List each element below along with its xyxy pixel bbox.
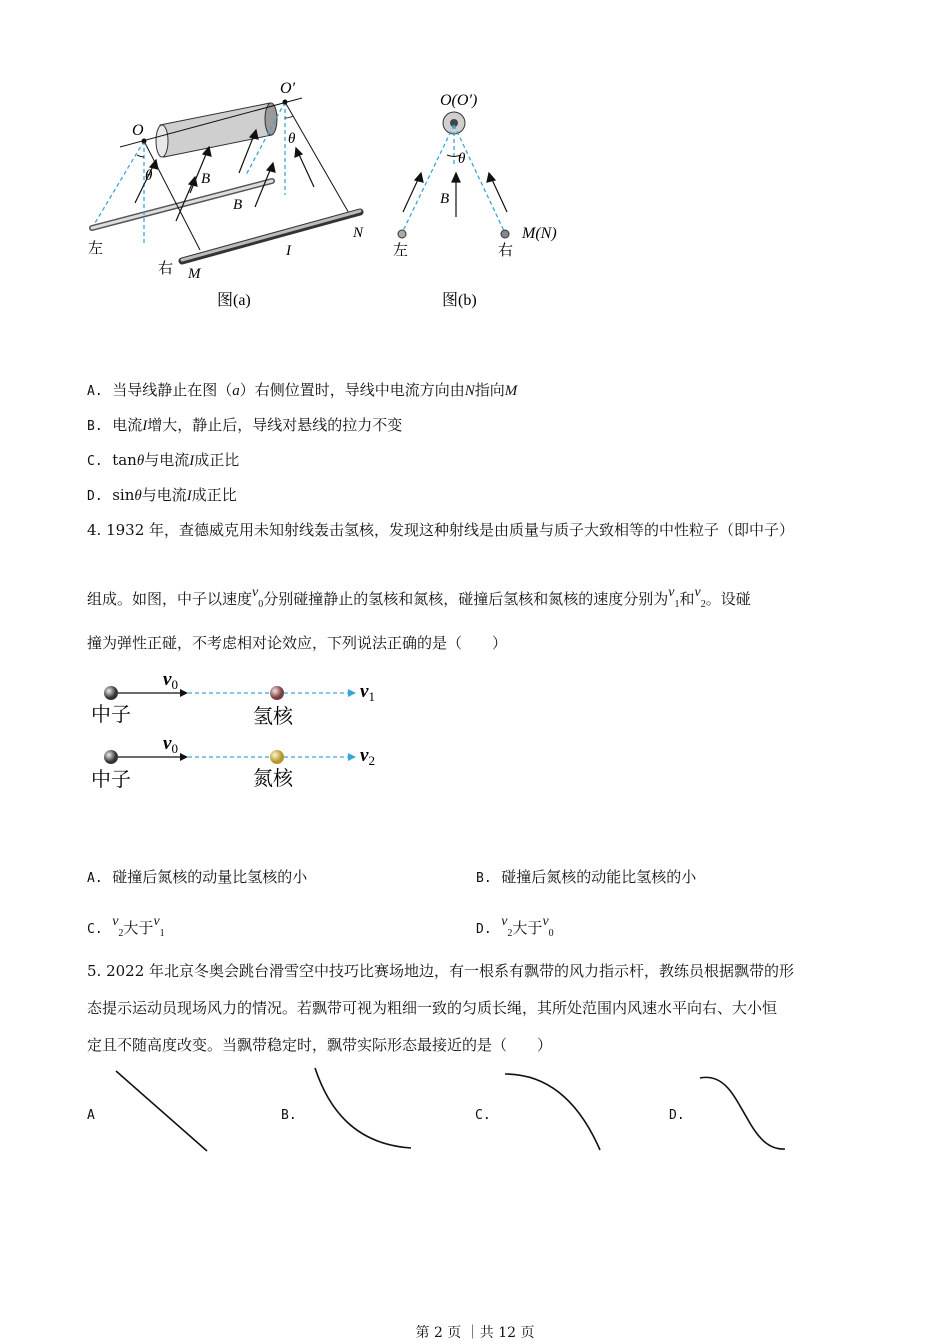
label-Oprime: O′ — [280, 80, 296, 97]
q3-option-a: A. 当导线静止在图（a）右侧位置时，导线中电流方向由N指向M — [87, 381, 518, 399]
label-MN: M(N) — [522, 225, 557, 242]
label-theta-b: θ — [458, 151, 466, 167]
q4-line-2: 组成。如图，中子以速度$v_0$分别碰撞静止的氢核和氮核，碰撞后氢核和氮核的速度分别为$v_1$和$v_2$。设碰 — [87, 585, 751, 610]
label-I: I — [286, 243, 291, 259]
label-left-b: 左 — [393, 241, 409, 259]
q5-option-c-curve — [500, 1064, 610, 1159]
q3-option-d: D. sinθ与电流I成正比 — [87, 486, 237, 504]
label-v0-2: $v_0$ — [163, 733, 178, 756]
q5-option-c-label: C. — [475, 1108, 491, 1123]
label-v0-1: $v_0$ — [163, 669, 178, 692]
label-neutron-2: 中子 — [91, 767, 131, 791]
label-B-b: B — [440, 191, 450, 207]
label-M: M — [188, 266, 201, 282]
q5-option-d-curve — [695, 1068, 795, 1158]
label-theta-right: θ — [288, 131, 296, 147]
q3-option-c: C. tanθ与电流I成正比 — [87, 451, 240, 469]
page-footer: 第 2 页 ｜共 12 页 — [415, 1325, 535, 1341]
label-right-b: 右 — [498, 241, 514, 259]
q4-option-d: D. $v_2$大于$v_0$ — [476, 914, 554, 939]
label-left: 左 — [88, 239, 104, 257]
q4-option-c: C. $v_2$大于$v_1$ — [87, 914, 165, 939]
label-neutron-1: 中子 — [91, 702, 131, 726]
q5-option-a-label: A — [87, 1108, 95, 1123]
label-O: O — [132, 122, 144, 139]
q5-option-d-label: D. — [669, 1108, 685, 1123]
q5-line-2: 态提示运动员现场风力的情况。若飘带可视为粗细一致的匀质长绳，其所处范围内风速水平向右、大小恒 — [87, 999, 778, 1017]
label-right: 右 — [158, 259, 174, 277]
figure-a — [80, 75, 380, 315]
q5-option-b-curve — [308, 1062, 423, 1157]
label-B-1: B — [201, 171, 211, 187]
label-OOprime: O(O′) — [440, 92, 478, 109]
label-N: N — [353, 225, 364, 241]
figure-b — [385, 85, 575, 315]
q5-option-a-curve — [110, 1065, 220, 1160]
label-nitrogen: 氮核 — [253, 766, 293, 790]
label-v2: $v_2$ — [360, 745, 375, 768]
label-hydrogen: 氢核 — [253, 704, 293, 728]
q5-line-3: 定且不随高度改变。当飘带稳定时，飘带实际形态最接近的是（ ） — [87, 1036, 553, 1054]
caption-a: 图(a) — [217, 292, 251, 309]
q4-line-3: 撞为弹性正碰，不考虑相对论效应，下列说法正确的是（ ） — [87, 634, 508, 652]
q4-option-a: A. 碰撞后氮核的动量比氢核的小 — [87, 868, 308, 886]
q3-option-b: B. 电流I增大，静止后，导线对悬线的拉力不变 — [87, 416, 403, 434]
q5-line-1: 5. 2022 年北京冬奥会跳台滑雪空中技巧比赛场地边，有一根系有飘带的风力指示杆，教练员根据飘带的形 — [87, 962, 795, 980]
caption-b: 图(b) — [442, 292, 477, 309]
q4-line-1: 4. 1932 年，查德威克用未知射线轰击氢核，发现这种射线是由质量与质子大致相等的中性粒子（即中子） — [87, 521, 795, 539]
label-v1: $v_1$ — [360, 681, 375, 704]
q4-option-b: B. 碰撞后氮核的动能比氢核的小 — [476, 868, 697, 886]
label-B-2: B — [233, 197, 243, 213]
label-theta-left: θ — [145, 168, 153, 184]
q5-option-b-label: B. — [281, 1108, 297, 1123]
figure-collision — [85, 665, 385, 800]
